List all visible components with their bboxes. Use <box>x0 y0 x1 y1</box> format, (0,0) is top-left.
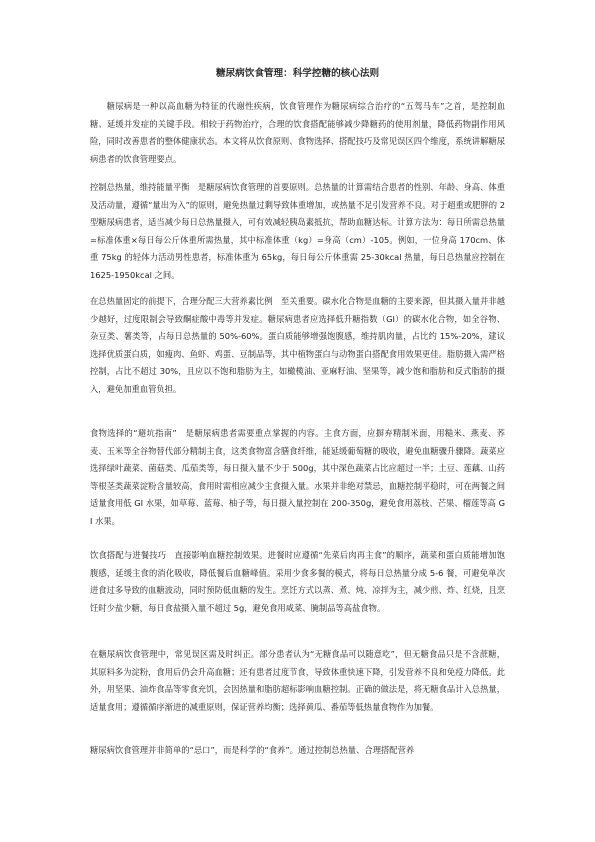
paragraph-total-calories: 控制总热量，维持能量平衡 是糖尿病饮食管理的首要原则。总热量的计算需结合患者的性别、年龄、身高、体重及活动量，遵循“量出为入”的原则，避免热量过剩导致体重增加，或热量不足引发营养不良。对于超重或肥胖的 2 型糖尿病患者，适当减少每日总热量摄入，可有效减轻胰岛素抵抗，帮助血糖达标。计算方法为：每日所需总热量=标准体重×每日每公斤体重所需热量，其中标准体重（kg）=身高（cm）-105。例如，一位身高 170cm、体重 75kg 的轻体力活动男性患者，标准体重为 65kg，每日每公斤体重需 25-30kcal 热量，每日总热量应控制在 1625-1950kcal 之间。 <box>90 182 505 280</box>
paragraph-nutrient-ratio: 在总热量固定的前提下，合理分配三大营养素比例 至关重要。碳水化合物是血糖的主要来源，但其摄入量并非越少越好，过度限制会导致酮症酸中毒等并发症。糖尿病患者应选择低升糖指数（GI）的碳水化合物，如全谷物、杂豆类、薯类等，占每日总热量的 50%-60%。蛋白质能够增强饱腹感，维持肌肉量，占比约 15%-20%，建议选择优质蛋白质，如瘦肉、鱼虾、鸡蛋、豆制品等，其中植物蛋白与动物蛋白搭配食用效果更佳。脂肪摄入需严格控制，占比不超过 30%，且应以不饱和脂肪为主，如橄榄油、亚麻籽油、坚果等，减少饱和脂肪和反式脂肪的摄入，避免加重血管负担。 <box>90 296 505 394</box>
paragraph-misconceptions: 在糖尿病饮食管理中，常见误区需及时纠正。部分患者认为“无糖食品可以随意吃”，但无糖食品只是不含蔗糖，其原料多为淀粉，食用后仍会升高血糖；还有患者过度节食，导致体重快速下降，引发营养不良和免疫力降低。此外，用坚果、油炸食品等零食充饥，会因热量和脂肪超标影响血糖控制。正确的做法是，将无糖食品计入总热量，适量食用；遵循循序渐进的减重原则，保证营养均衡；选择黄瓜、番茄等低热量食物作为加餐。 <box>90 649 505 712</box>
paragraph-intro: 糖尿病是一种以高血糖为特征的代谢性疾病，饮食管理作为糖尿病综合治疗的“五驾马车”之首，是控制血糖、延缓并发症的关键手段。相较于药物治疗，合理的饮食搭配能够减少降糖药的使用剂量，降低药物副作用风险，同时改善患者的整体健康状态。本文将从饮食原则、食物选择、搭配技巧及常见误区四个维度，系统讲解糖尿病患者的饮食管理要点。 <box>90 101 505 164</box>
document-title: 糖尿病饮食管理：科学控糖的核心法则 <box>215 68 380 79</box>
paragraph-food-selection: 食物选择的“避坑指南” 是糖尿病患者需要重点掌握的内容。主食方面，应摒弃精制米面，用糙米、燕麦、荞麦、玉米等全谷物替代部分精制主食，这类食物富含膳食纤维，能延缓葡萄糖的吸收，避免血糖骤升骤降。蔬菜应选择绿叶蔬菜、菌菇类、瓜茄类等，每日摄入量不少于 500g，其中深色蔬菜占比应超过一半；土豆、莲藕、山药等根茎类蔬菜淀粉含量较高，食用时需相应减少主食摄入量。水果并非绝对禁忌，血糖控制平稳时，可在两餐之间适量食用低 GI 水果，如草莓、蓝莓、柚子等，每日摄入量控制在 200-350g，避免食用荔枝、芒果、榴莲等高 GI 水果。 <box>90 428 505 526</box>
paragraph-conclusion: 糖尿病饮食管理并非简单的“忌口”，而是科学的“食养”。通过控制总热量、合理搭配营养 <box>90 745 415 755</box>
paragraph-meal-tips: 饮食搭配与进餐技巧 直接影响血糖控制效果。进餐时应遵循“先菜后肉再主食”的顺序，蔬菜和蛋白质能增加饱腹感，延缓主食的消化吸收，降低餐后血糖峰值。采用少食多餐的模式，将每日总热量分成 5-6 餐，可避免单次进食过多导致的血糖波动，同时预防低血糖的发生。烹饪方式以蒸、煮、炖、凉拌为主，减少煎、炸、红烧，且烹饪时少盐少糖，每日食盐摄入量不超过 5g，避免食用咸菜、腌制品等高盐食物。 <box>90 550 505 613</box>
